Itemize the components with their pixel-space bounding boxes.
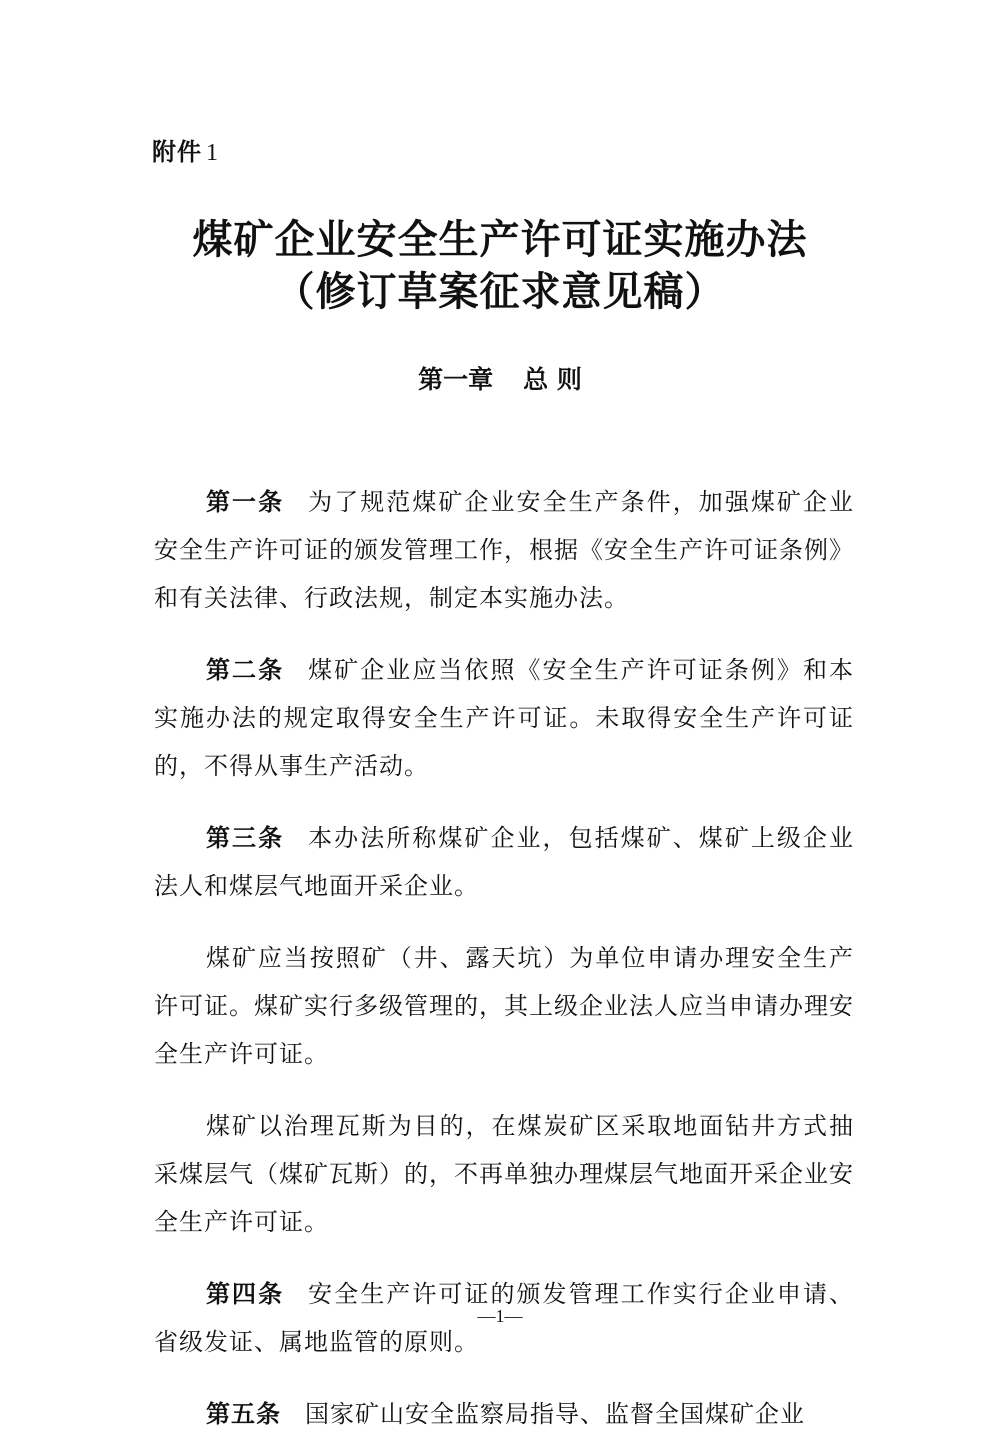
article-number: 第四条 xyxy=(206,1280,285,1308)
article-number: 第五条 xyxy=(206,1400,281,1428)
paragraph xyxy=(154,934,854,1078)
paragraph-text: 安全生产许可证的颁发管理工作实行企业申请、省级发证、属地监管的原则。 xyxy=(154,1280,855,1356)
article-number: 第一条 xyxy=(206,488,285,516)
chapter-number: 第一章 xyxy=(418,365,494,394)
article-number: 第二条 xyxy=(206,656,285,684)
paragraph xyxy=(154,1102,854,1246)
paragraph-text: 国家矿山安全监察局指导、监督全国煤矿企业 xyxy=(305,1400,805,1428)
paragraph xyxy=(154,814,854,910)
paragraph-text: 本办法所称煤矿企业，包括煤矿、煤矿上级企业法人和煤层气地面开采企业。 xyxy=(154,824,855,900)
page-number: —1— xyxy=(477,1306,523,1326)
attachment-number: 1 xyxy=(206,140,219,166)
paragraph-text: 煤矿应当按照矿（井、露天坑）为单位申请办理安全生产许可证。煤矿实行多级管理的，其上级企业法人应当申请办理安全生产许可证。 xyxy=(154,944,854,1068)
attachment-label xyxy=(152,132,219,167)
paragraph xyxy=(154,646,854,790)
paragraph xyxy=(154,1390,854,1438)
chapter-heading xyxy=(0,367,1000,392)
paragraph-text: 煤矿以治理瓦斯为目的，在煤炭矿区采取地面钻井方式抽采煤层气（煤矿瓦斯）的，不再单独办理煤层气地面开采企业安全生产许可证。 xyxy=(154,1112,854,1236)
paragraph-text: 为了规范煤矿企业安全生产条件，加强煤矿企业安全生产许可证的颁发管理工作，根据《安全生产许可证条例》和有关法律、行政法规，制定本实施办法。 xyxy=(154,488,855,612)
paragraph-text: 煤矿企业应当依照《安全生产许可证条例》和本实施办法的规定取得安全生产许可证。未取得安全生产许可证的，不得从事生产活动。 xyxy=(154,656,855,780)
chapter-name: 总 则 xyxy=(523,365,582,394)
document-subtitle: （修订草案征求意见稿） xyxy=(274,268,726,315)
document-body xyxy=(154,454,854,1438)
paragraph xyxy=(154,478,854,622)
document-title: 煤矿企业安全生产许可证实施办法 xyxy=(192,216,808,263)
article-number: 第三条 xyxy=(206,824,285,852)
attachment-text: 附件 xyxy=(152,138,202,166)
